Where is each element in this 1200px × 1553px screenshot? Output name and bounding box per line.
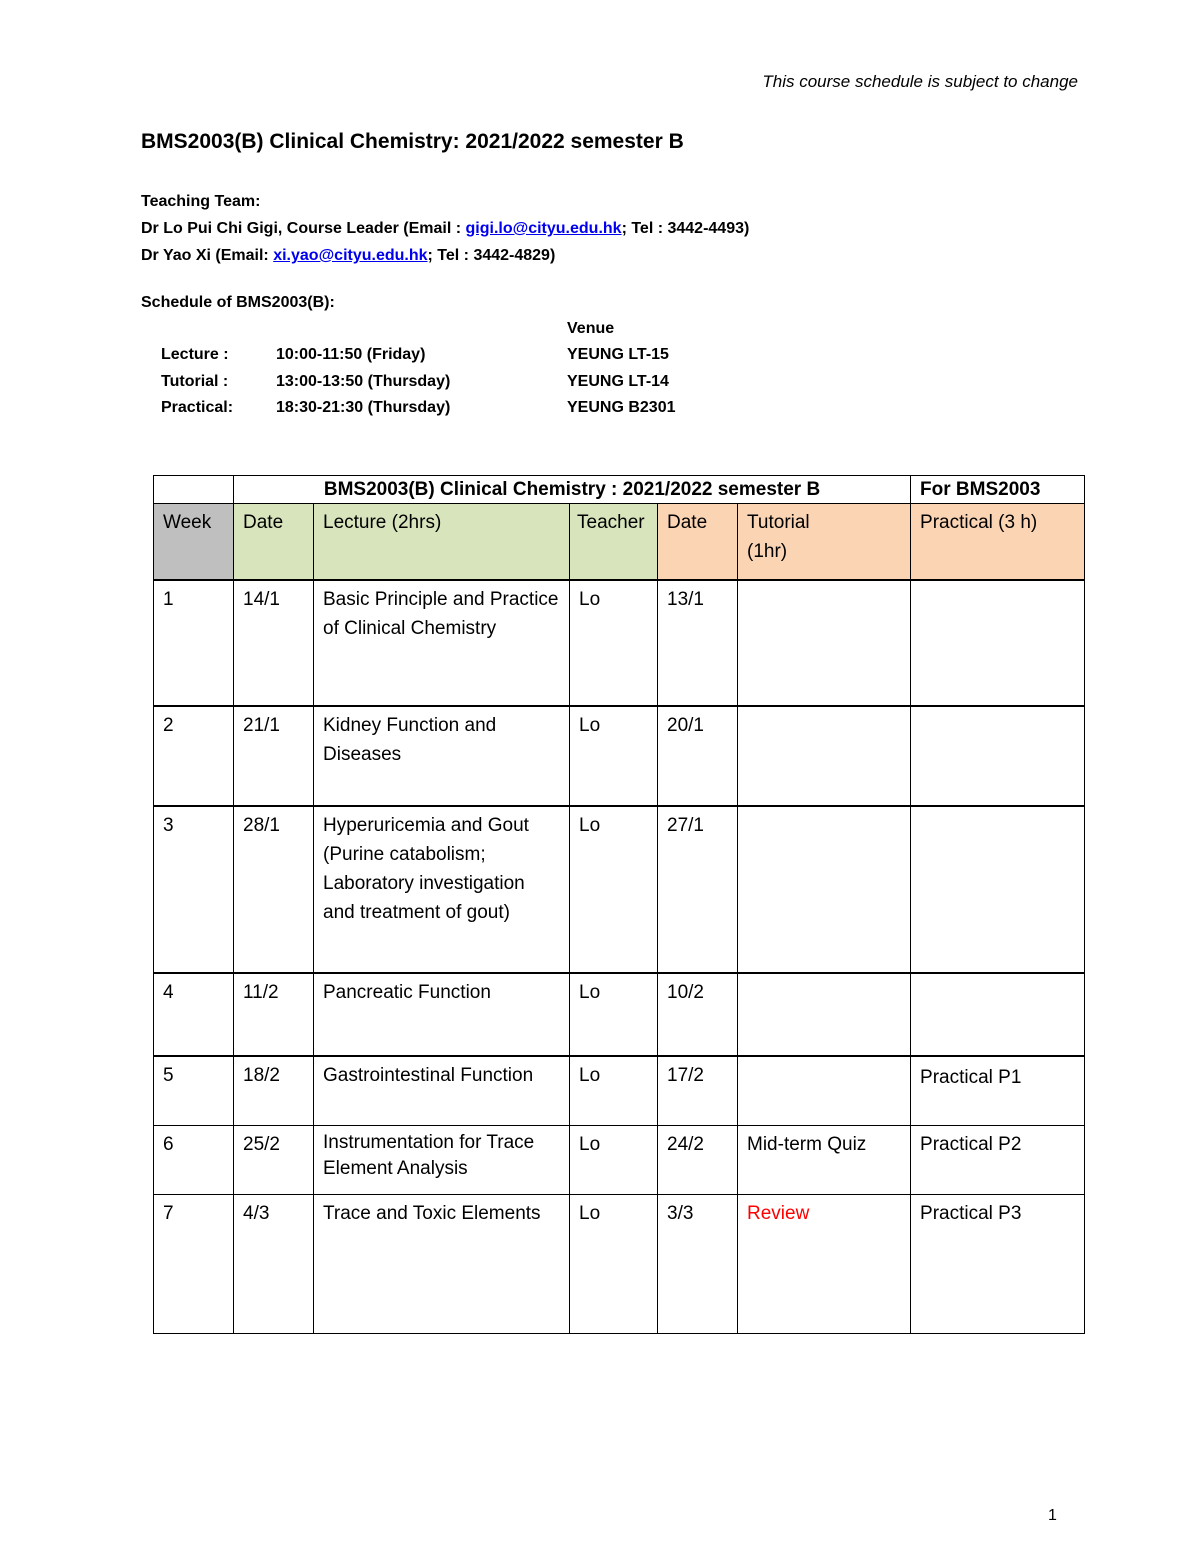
table-course-title: BMS2003(B) Clinical Chemistry : 2021/2022 semester B [234,476,911,504]
member-yao-suffix: ; Tel : 3442-4829) [427,247,556,264]
header-tutorial-duration: (1hr) [747,541,788,562]
cell-practical: Practical P1 [911,1056,1085,1126]
cell-practical: Practical P2 [911,1126,1085,1195]
cell-lecture: Kidney Function and Diseases [314,706,570,806]
cell-lecture: Gastrointestinal Function [314,1056,570,1126]
header-tutorial [738,504,911,580]
table-row [154,973,1085,1056]
cell-week: 4 [154,973,234,1056]
team-member-yao [141,242,749,269]
cell-tutorial: Review [738,1195,911,1334]
cell-date: 21/1 [234,706,314,806]
cell-lecture: Trace and Toxic Elements [314,1195,570,1334]
cell-week: 7 [154,1195,234,1334]
header-week: Week [154,504,234,580]
cell-teacher: Lo [570,706,658,806]
venue-heading: Venue [567,320,615,337]
member-lo-suffix: ; Tel : 3442-4493) [621,220,750,237]
teaching-team-heading: Teaching Team: [141,193,261,210]
cell-date: 4/3 [234,1195,314,1334]
page-title: BMS2003(B) Clinical Chemistry: 2021/2022 semester B [141,130,684,153]
schedule-time: 18:30-21:30 (Thursday) [276,399,451,416]
cell-date: 14/1 [234,580,314,706]
cell-practical: Practical P3 [911,1195,1085,1334]
table-title-row [154,476,1085,504]
page-number: 1 [1048,1507,1057,1524]
schedule-type: Practical: [161,399,234,416]
header-teacher: Teacher [570,504,658,580]
cell-week: 5 [154,1056,234,1126]
cell-teacher: Lo [570,1195,658,1334]
cell-lecture: Hyperuricemia and Gout (Purine catabolism; Laboratory investigation and treatment of gout) [314,806,570,973]
cell-date: 25/2 [234,1126,314,1195]
table-corner-cell [154,476,234,504]
schedule-venue: YEUNG LT-15 [567,346,669,363]
member-lo-prefix: Dr Lo Pui Chi Gigi, Course Leader (Email : [141,220,466,237]
table-row [154,806,1085,973]
teaching-team [141,188,749,269]
cell-tutorial-date: 13/1 [658,580,738,706]
cell-lecture: Pancreatic Function [314,973,570,1056]
table-row [154,580,1085,706]
cell-tutorial-date: 10/2 [658,973,738,1056]
cell-tutorial: Mid-term Quiz [738,1126,911,1195]
course-schedule-table [153,475,1085,1334]
cell-tutorial-date: 17/2 [658,1056,738,1126]
table-row [154,1126,1085,1195]
cell-week: 6 [154,1126,234,1195]
cell-teacher: Lo [570,580,658,706]
cell-practical [911,973,1085,1056]
cell-practical [911,706,1085,806]
cell-date: 28/1 [234,806,314,973]
table-row [154,1195,1085,1334]
cell-tutorial-date: 20/1 [658,706,738,806]
cell-tutorial [738,973,911,1056]
schedule-heading: Schedule of BMS2003(B): [141,294,335,311]
schedule-type: Lecture : [161,346,229,363]
cell-date: 11/2 [234,973,314,1056]
header-tutorial-label: Tutorial [747,512,810,533]
cell-tutorial [738,806,911,973]
header-tutorial-date: Date [658,504,738,580]
header-practical: Practical (3 h) [911,504,1085,580]
cell-date: 18/2 [234,1056,314,1126]
cell-practical [911,580,1085,706]
table-header-row [154,504,1085,580]
cell-tutorial-date: 3/3 [658,1195,738,1334]
schedule-time: 13:00-13:50 (Thursday) [276,373,451,390]
email-link-yao[interactable]: xi.yao@cityu.edu.hk [273,247,428,264]
cell-practical [911,806,1085,973]
schedule-type: Tutorial : [161,373,229,390]
cell-week: 3 [154,806,234,973]
schedule-venue: YEUNG LT-14 [567,373,669,390]
cell-lecture: Instrumentation for Trace Element Analysis [314,1126,570,1195]
cell-teacher: Lo [570,973,658,1056]
table-row [154,1056,1085,1126]
cell-tutorial [738,1056,911,1126]
cell-tutorial [738,706,911,806]
member-yao-prefix: Dr Yao Xi (Email: [141,247,274,264]
cell-week: 2 [154,706,234,806]
cell-tutorial-date: 24/2 [658,1126,738,1195]
cell-teacher: Lo [570,1126,658,1195]
cell-lecture: Basic Principle and Practice of Clinical Chemistry [314,580,570,706]
team-member-lo [141,215,749,242]
cell-tutorial-date: 27/1 [658,806,738,973]
table-row [154,706,1085,806]
header-lecture: Lecture (2hrs) [314,504,570,580]
cell-tutorial [738,580,911,706]
header-date: Date [234,504,314,580]
schedule-time: 10:00-11:50 (Friday) [276,346,426,363]
schedule-change-notice: This course schedule is subject to change [762,72,1078,91]
cell-teacher: Lo [570,806,658,973]
email-link-lo[interactable]: gigi.lo@cityu.edu.hk [465,220,622,237]
cell-week: 1 [154,580,234,706]
schedule-venue: YEUNG B2301 [567,399,676,416]
table-practical-title: For BMS2003 [911,476,1085,504]
cell-teacher: Lo [570,1056,658,1126]
